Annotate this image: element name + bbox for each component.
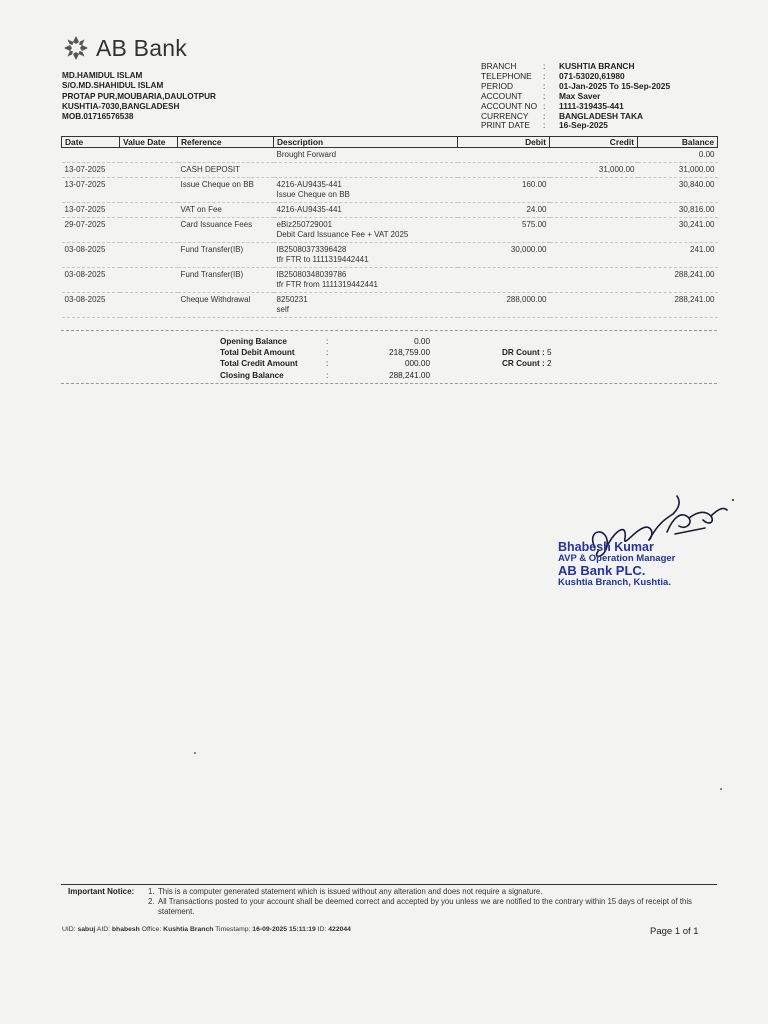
- col-description: Description: [274, 137, 458, 148]
- bank-name: AB Bank: [96, 34, 187, 61]
- notice-item: 2. All Transactions posted to your account shall be deemed correct and accepted by you unless we are notified to the contrary within 15 days of receipt of this statement.: [148, 897, 692, 916]
- info-row-account: ACCOUNT : Max Saver: [481, 90, 601, 101]
- notice-list: [148, 887, 718, 917]
- info-row-account-no: ACCOUNT NO : 1111-319435-441: [481, 100, 624, 111]
- info-row-period: PERIOD : 01-Jan-2025 To 15-Sep-2025: [481, 80, 671, 91]
- table-row: 13-07-2025 VAT on Fee 4216-AU9435-441 24.00 30,816.00: [62, 203, 718, 218]
- cr-count: CR Count : 2: [502, 359, 552, 369]
- table-row: Brought Forward 0.00: [62, 148, 718, 163]
- summary-top-divider: [61, 330, 717, 331]
- info-row-telephone: TELEPHONE : 071-53020,61980: [481, 70, 625, 81]
- customer-mobile: MOB.01716576538: [62, 112, 134, 122]
- balance-summary: [220, 336, 430, 381]
- info-row-print-date: PRINT DATE : 16-Sep-2025: [481, 120, 608, 131]
- col-reference: Reference: [178, 137, 274, 148]
- customer-address-line: PROTAP PUR,MOUBARIA,DAULOTPUR: [62, 91, 216, 101]
- signature-stamp: [558, 541, 675, 589]
- footer-divider: [61, 884, 717, 885]
- info-row-branch: BRANCH : KUSHTIA BRANCH: [481, 61, 635, 71]
- customer-address: [62, 71, 216, 122]
- transactions-table: [61, 136, 718, 318]
- table-row: 13-07-2025 CASH DEPOSIT 31,000.00 31,000.00: [62, 163, 718, 178]
- important-notice-label: Important Notice:: [68, 887, 135, 896]
- signatory-bank: AB Bank PLC.: [558, 563, 646, 578]
- customer-city: KUSHTIA-7030,BANGLADESH: [62, 101, 180, 111]
- col-credit: Credit: [550, 137, 638, 148]
- notice-item: 1. This is a computer generated statement which is issued without any alteration and does not require a signature.: [148, 887, 543, 896]
- page-number: Page 1 of 1: [650, 926, 699, 937]
- dr-count: DR Count : 5: [502, 348, 552, 357]
- col-balance: Balance: [638, 137, 718, 148]
- col-value-date: Value Date: [120, 137, 178, 148]
- paper-speck: [194, 752, 196, 754]
- table-row: 03-08-2025 Cheque Withdrawal 8250231 self 288,000.00 288,241.00: [62, 293, 718, 318]
- signatory-name: Bhabesh Kumar: [558, 540, 654, 554]
- summary-closing: Closing Balance : 288,241.00: [220, 370, 430, 380]
- summary-total-debit: Total Debit Amount : 218,759.00: [220, 348, 430, 358]
- summary-total-credit: Total Credit Amount : 000.00: [220, 359, 430, 369]
- summary-bottom-divider: [61, 383, 717, 384]
- table-row: 03-08-2025 Fund Transfer(IB) IB25080348039786 tfr FTR from 1111319442441 288,241.00: [62, 268, 718, 293]
- signatory-location: Kushtia Branch, Kushtia.: [558, 577, 671, 588]
- customer-father: S/O.MD.SHAHIDUL ISLAM: [62, 81, 164, 91]
- statement-metadata: UID: sabuj AID: bhabesh Office: Kushtia Branch Timestamp: 16-09-2025 15:11:19 ID: 422044: [62, 926, 351, 933]
- table-row: 13-07-2025 Issue Cheque on BB 4216-AU9435-441 Issue Cheque on BB 160.00 30,840.00: [62, 178, 718, 203]
- col-debit: Debit: [458, 137, 550, 148]
- col-date: Date: [62, 137, 120, 148]
- bank-logo: [62, 34, 187, 62]
- customer-name: MD.HAMIDUL ISLAM: [62, 71, 143, 80]
- account-info: [481, 62, 670, 131]
- table-row: 29-07-2025 Card Issuance Fees eBiz250729001 Debit Card Issuance Fee + VAT 2025 575.00 30,241.00: [62, 218, 718, 243]
- table-header-row: [62, 137, 718, 148]
- summary-opening: Opening Balance : 0.00: [220, 337, 430, 346]
- ab-bank-logo-icon: [62, 34, 90, 62]
- transaction-counts: [502, 347, 552, 369]
- signatory-title: AVP & Operation Manager: [558, 553, 676, 564]
- paper-speck: [720, 788, 722, 790]
- table-row: 03-08-2025 Fund Transfer(IB) IB25080373396428 tfr FTR to 1111319442441 30,000.00 241.00: [62, 243, 718, 268]
- info-row-currency: CURRENCY : BANGLADESH TAKA: [481, 110, 644, 121]
